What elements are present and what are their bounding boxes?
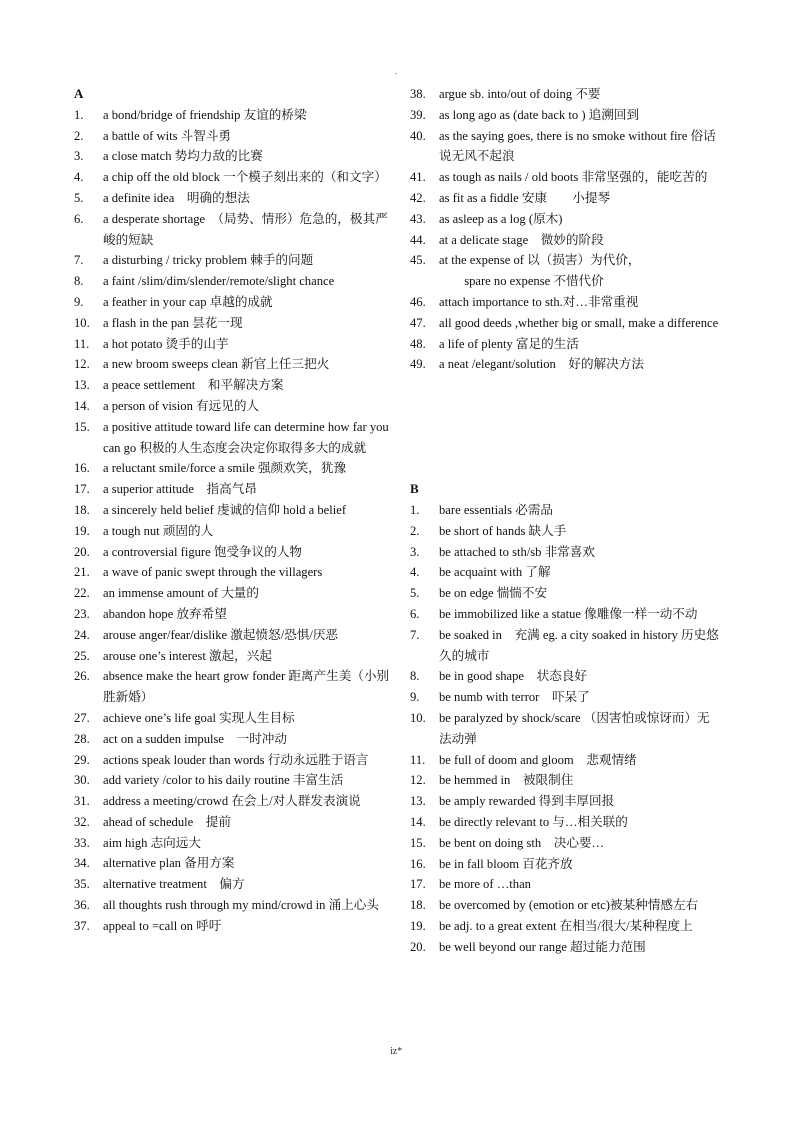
entry-number: 3. [410,544,420,559]
entry-number: 1. [74,107,84,122]
entry-number: 13. [74,378,90,393]
section-heading-b: B [410,481,419,497]
entry-number: 46. [410,294,426,309]
entry-text: be hemmed in 被限制住 [439,773,574,788]
entry-text: spare no expense 不惜代价 [439,274,604,289]
entry-number: 3. [74,149,84,164]
entry-text: be numb with terror 吓呆了 [439,690,590,705]
phrase-entry [74,708,390,729]
entry-text: a reluctant smile/force a smile 强颜欢笑，犹豫 [103,461,347,476]
phrase-list-a [74,105,390,937]
entry-text: a life of plenty 富足的生活 [439,336,579,351]
entry-number: 38. [410,87,426,101]
entry-text: be well beyond our range 超过能力范围 [439,939,646,954]
phrase-entry [74,209,390,251]
entry-text: a bond/bridge of friendship 友谊的桥梁 [103,107,307,122]
entry-number: 40. [410,128,426,143]
entry-text: absence make the heart grow fonder 距离产生美（小别胜新婚） [103,669,390,705]
phrase-entry [74,916,390,937]
entry-number: 41. [410,170,426,185]
entry-number: 43. [410,211,426,226]
entry-text: be amply rewarded 得到丰厚回报 [439,794,615,809]
entry-number: 25. [74,648,90,663]
entry-number: 20. [410,939,426,954]
entry-text: a tough nut 顽固的人 [103,523,214,538]
entry-number: 4. [74,170,84,185]
header-mark: . [395,66,398,76]
entry-number [410,271,439,292]
entry-number: 7. [74,253,84,268]
entry-number: 47. [410,315,426,330]
phrase-entry [410,250,722,271]
phrase-entry [74,375,390,396]
entry-text: a hot potato 烫手的山芋 [103,336,229,351]
entry-text: achieve one’s life goal 实现人生目标 [103,710,295,725]
entry-number: 27. [74,710,90,725]
phrase-entry [74,666,390,708]
entry-text: act on a sudden impulse 一时冲动 [103,731,287,746]
phrase-entry [74,271,390,292]
phrase-entry [410,770,722,791]
entry-number: 21. [74,565,90,580]
entry-text: an immense amount of 大量的 [103,586,259,601]
entry-number: 19. [74,523,90,538]
entry-number: 48. [410,336,426,351]
entry-number: 5. [410,586,420,601]
phrase-entry [74,250,390,271]
entry-number: 6. [410,606,420,621]
entry-text: a person of vision 有远见的人 [103,398,260,413]
entry-text: be paralyzed by shock/scare （因害怕或惊讶而）无法动弹 [439,710,710,746]
entry-number: 12. [410,773,426,788]
phrase-entry [74,791,390,812]
entry-text: all good deeds ,whether big or small, make a difference [439,315,719,330]
entry-number: 10. [410,710,426,725]
phrase-entry [410,188,722,209]
entry-text: a flash in the pan 昙花一现 [103,315,243,330]
entry-number: 9. [74,294,84,309]
entry-number: 31. [74,794,90,809]
section-gap [410,375,722,479]
entry-number: 17. [410,877,426,892]
entry-number: 44. [410,232,426,247]
phrase-entry [74,521,390,542]
entry-number: 42. [410,190,426,205]
entry-text: a desperate shortage （局势、情形）危急的，极其严峻的短缺 [103,211,388,247]
entry-text: all thoughts rush through my mind/crowd in 涌上心头 [103,898,379,913]
entry-text: as tough as nails / old boots 非常坚强的，能吃苦的 [439,170,708,185]
phrase-entry [74,417,390,459]
entry-text: a positive attitude toward life can determine how far you can go 积极的人生态度会决定你取得多大的成就 [103,419,389,455]
entry-number: 8. [74,274,84,289]
entry-text: a sincerely held belief 虔诚的信仰 hold a belief [103,502,347,517]
entry-text: add variety /color to his daily routine 丰富生活 [103,773,344,788]
phrase-entry [410,666,722,687]
entry-number: 30. [74,773,90,788]
entry-number: 17. [74,482,90,497]
entry-number: 34. [74,856,90,871]
phrase-entry [74,562,390,583]
entry-text: as fit as a fiddle 安康 小提琴 [439,190,611,205]
phrase-entry [74,770,390,791]
entry-text: at a delicate stage 微妙的阶段 [439,232,604,247]
entry-number: 37. [74,918,90,933]
entry-text: be adj. to a great extent 在相当/很大/某种程度上 [439,918,693,933]
phrase-entry [410,292,722,313]
entry-number: 29. [74,752,90,767]
entry-text: a definite idea 明确的想法 [103,190,250,205]
entry-number: 15. [410,835,426,850]
phrase-entry [410,313,722,334]
entry-number: 2. [74,128,84,143]
entry-number: 18. [410,898,426,913]
entry-text: address a meeting/crowd 在会上/对人群发表演说 [103,794,361,809]
phrase-entry [74,729,390,750]
entry-text: as long ago as (date back to ) 追溯回到 [439,107,640,122]
phrase-list-a-continued [410,84,722,375]
entry-text: a disturbing / tricky problem 棘手的问题 [103,253,314,268]
phrase-entry [74,750,390,771]
phrase-entry [74,354,390,375]
left-column [74,84,390,937]
phrase-entry [74,812,390,833]
entry-text: be acquaint with 了解 [439,565,551,580]
entry-number: 20. [74,544,90,559]
phrase-entry [410,105,722,126]
phrase-entry [410,625,722,667]
entry-text: be full of doom and gloom 悲观情绪 [439,752,637,767]
entry-number: 11. [410,752,426,767]
entry-text: be in fall bloom 百花齐放 [439,856,573,871]
phrase-entry [74,146,390,167]
phrase-entry [410,542,722,563]
entry-text: be overcomed by (emotion or etc)被某种情感左右 [439,898,699,913]
phrase-entry [410,209,722,230]
entry-text: a superior attitude 指高气昂 [103,482,257,497]
entry-number: 1. [410,502,420,517]
entry-text: attach importance to sth.对…非常重视 [439,294,639,309]
entry-number: 5. [74,190,84,205]
phrase-entry [74,895,390,916]
phrase-entry [74,833,390,854]
phrase-entry [74,292,390,313]
phrase-entry [74,542,390,563]
entry-number: 6. [74,211,84,226]
entry-text: arouse one’s interest 激起，兴起 [103,648,272,663]
entry-text: a feather in your cap 卓越的成就 [103,294,273,309]
phrase-entry [410,84,722,105]
phrase-entry [74,874,390,895]
entry-text: a peace settlement 和平解决方案 [103,378,284,393]
entry-number: 7. [410,627,420,642]
entry-text: a chip off the old block 一个模子刻出来的（和文字） [103,170,387,185]
phrase-entry [410,874,722,895]
phrase-entry [74,853,390,874]
phrase-entry [410,895,722,916]
phrase-entry [410,750,722,771]
entry-text: a battle of wits 斗智斗勇 [103,128,232,143]
entry-number: 8. [410,669,420,684]
phrase-entry [74,313,390,334]
entry-text: arouse anger/fear/dislike 激起愤怒/恐惧/厌恶 [103,627,339,642]
entry-number: 14. [410,814,426,829]
phrase-entry [74,583,390,604]
phrase-entry [410,791,722,812]
phrase-entry [74,334,390,355]
phrase-entry [410,334,722,355]
entry-number: 12. [74,357,90,372]
entry-text: as the saying goes, there is no smoke without fire 俗话说无风不起浪 [439,128,716,164]
entry-number: 32. [74,814,90,829]
entry-number: 35. [74,877,90,892]
phrase-entry [410,687,722,708]
entry-text: be bent on doing sth 决心要… [439,835,605,850]
phrase-entry [410,500,722,521]
phrase-entry [410,916,722,937]
phrase-entry [74,126,390,147]
phrase-entry [410,230,722,251]
entry-text: be in good shape 状态良好 [439,669,587,684]
entry-text: a close match 势均力敌的比赛 [103,149,263,164]
phrase-entry [410,521,722,542]
phrase-entry [410,354,722,375]
phrase-entry [74,604,390,625]
entry-number: 33. [74,835,90,850]
entry-text: bare essentials 必需品 [439,502,554,517]
entry-number: 19. [410,918,426,933]
entry-number: 11. [74,336,90,351]
phrase-entry [410,583,722,604]
phrase-entry [410,167,722,188]
entry-number: 24. [74,627,90,642]
entry-number: 36. [74,898,90,913]
entry-number: 18. [74,502,90,517]
phrase-entry [74,188,390,209]
entry-text: be more of …than [439,877,531,892]
entry-text: abandon hope 放弃希望 [103,606,227,621]
entry-number: 39. [410,107,426,122]
phrase-entry [74,625,390,646]
section-heading-a: A [74,86,84,101]
entry-text: be directly relevant to 与…相关联的 [439,814,628,829]
entry-number: 13. [410,794,426,809]
entry-text: be soaked in 充满 eg. a city soaked in history 历史悠久的城市 [439,627,719,663]
entry-number: 14. [74,398,90,413]
entry-number: 45. [410,253,426,268]
phrase-entry [74,167,390,188]
phrase-entry [410,937,722,958]
page-footer: iz* [390,1046,403,1057]
phrase-entry [74,500,390,521]
entry-text: be immobilized like a statue 像雕像一样一动不动 [439,606,698,621]
entry-text: be on edge 惴惴不安 [439,586,548,601]
phrase-entry [410,604,722,625]
phrase-entry [74,105,390,126]
right-column [410,84,722,957]
entry-text: argue sb. into/out of doing 不要 [439,87,601,101]
entry-text: a neat /elegant/solution 好的解决方法 [439,357,644,372]
phrase-entry [410,271,722,292]
entry-number: 16. [410,856,426,871]
entry-number: 9. [410,690,420,705]
entry-text: as asleep as a log (原木) [439,211,563,226]
phrase-entry [410,708,722,750]
phrase-entry [74,646,390,667]
phrase-entry [410,812,722,833]
entry-text: aim high 志向远大 [103,835,201,850]
entry-text: alternative plan 备用方案 [103,856,235,871]
entry-number: 23. [74,606,90,621]
phrase-entry [74,479,390,500]
entry-text: be short of hands 缺人手 [439,523,567,538]
phrase-entry [410,833,722,854]
entry-text: at the expense of 以（损害）为代价， [439,253,641,268]
entry-number: 28. [74,731,90,746]
entry-number: 15. [74,419,90,434]
phrase-entry [74,396,390,417]
entry-number: 4. [410,565,420,580]
entry-text: a faint /slim/dim/slender/remote/slight chance [103,274,335,289]
phrase-entry [410,854,722,875]
entry-number: 49. [410,357,426,372]
entry-text: a wave of panic swept through the villagers [103,565,323,580]
entry-number: 2. [410,523,420,538]
entry-text: ahead of schedule 提前 [103,814,231,829]
entry-text: appeal to =call on 呼吁 [103,918,222,933]
entry-text: a controversial figure 饱受争议的人物 [103,544,303,559]
phrase-list-b [410,500,722,958]
entry-number: 22. [74,586,90,601]
phrase-entry [410,562,722,583]
phrase-entry [410,126,722,168]
entry-number: 10. [74,315,90,330]
entry-text: alternative treatment 偏方 [103,877,245,892]
phrase-entry [74,458,390,479]
entry-text: be attached to sth/sb 非常喜欢 [439,544,595,559]
entry-number: 16. [74,461,90,476]
entry-number: 26. [74,669,90,684]
entry-text: a new broom sweeps clean 新官上任三把火 [103,357,330,372]
entry-text: actions speak louder than words 行动永远胜于语言 [103,752,369,767]
